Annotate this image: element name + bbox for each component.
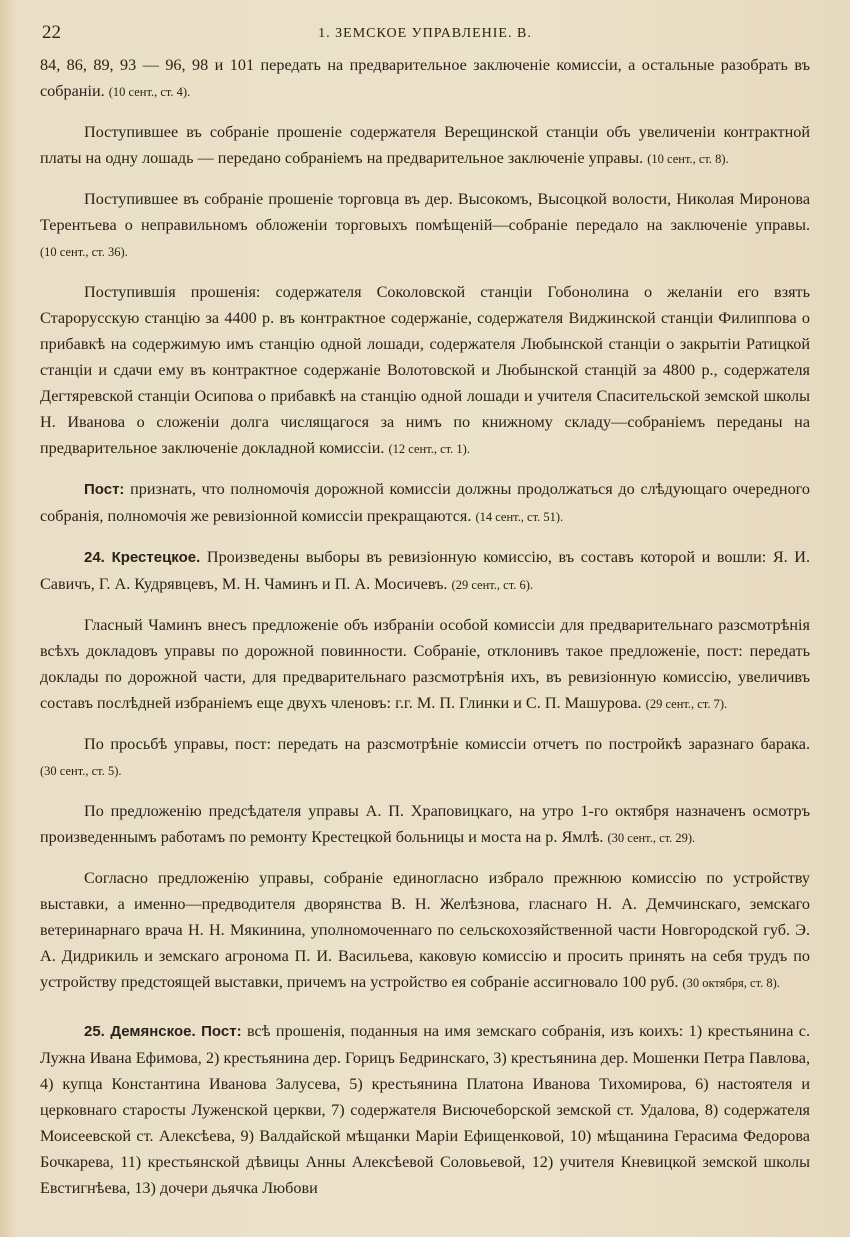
session-reference: (29 сент., ст. 7). [645,697,728,711]
paragraph [40,612,810,717]
paragraph-text: всѣ прошенiя, поданныя на имя земскаго собранiя, изъ коихъ: 1) крестьянина с. Лужна Ивана Ефимова, 2) крестьянина дер. Горицъ Бедринскаго, 3) крестьянина дер. Мошенки Петра Павлова, 4) купца Константина Иванова Залусева, 5) крестьянина Платона Иванова Тихомирова, 6) настоятеля и церковнаго старосты Луженской церкви, 7) содержателя Висючеборской земской ст. Удалова, 8) содержателя Моисеевской ст. Алексѣева, 9) Валдайской мѣщанки Марiи Ефищенковой, 10) мѣщанина Герасима Федорова Бочкарева, 11) крестьянской дѣвицы Анны Алексѣевой Соловьевой, 12) учителя Кневицкой земской школы Евстигнѣева, 13) дочери дьячка Любови [40,1022,811,1197]
paragraph [40,544,810,598]
paragraph-text: Произведены выборы въ ревизiонную комиссiю, въ составъ которой и вошли: Я. И. Савичъ, Г. А. Кудрявцевъ, М. Н. Чаминъ и П. А. Мосичевъ. [40,548,811,593]
paragraph [40,186,810,265]
session-reference: (10 сент., ст. 8). [647,152,729,166]
paragraph [40,119,810,172]
page-header [40,18,810,52]
section-heading: 24. Крестецкое. [84,549,201,566]
session-reference: (12 сент., ст. 1). [388,442,470,456]
paragraph [40,1018,810,1201]
paragraph-text: Согласно предложенiю управы, собранiе единогласно избрало прежнюю комиссiю по устройству выставки, а именно—предводителя дворянства В. Н. Желѣзнова, гласнаго Н. А. Демчинскаго, земскаго ветеринарнаго врача Н. Н. Мякинина, уполномоченнаго по сельскохозяйственной части Новгородской губ. Э. А. Дидрикиль и земскаго агронома П. И. Васильева, каковую комиссiю и просить принять на себя трудъ по устройству предстоящей выставки, причемъ на устройство ея собранiе ассигновало 100 руб. [40,869,810,991]
paragraph-text: Поступившiя прошенiя: содержателя Соколовской станцiи Гобонолина о желанiи его взять Старорусскую станцiю за 4400 р. въ контрактное содержанiе, содержателя Виджинской станцiи Филиппова о прибавкѣ на содержимую имъ станцiю одной лошади, содержателя Любынской станцiи о закрытiи Ратицкой станцiи и сдачи ему въ контрактное содержанiе Волотовской и Любынской станцiй за 4800 р., содержателя Дегтяревской станцiи Осипова о прибавкѣ на станцiю одной лошади и учителя Спасительской земской школы Н. Иванова о сложенiи долга числящагося за нимъ по книжному складу—собранiемъ переданы на предварительное заключенiе докладной комиссiи. [40,283,810,457]
paragraph [40,798,810,851]
paragraph-text: Поступившее въ собранiе прошенiе торговца въ дер. Высокомъ, Высоцкой волости, Николая Миронова Терентьева о неправильномъ обложенiи торговыхъ помѣщенiй—собранiе передало на заключенiе управы. [40,190,810,234]
body-text [40,52,810,1201]
page-number: 22 [42,22,61,43]
session-reference: (30 сент., ст. 29). [607,831,696,845]
paragraph-text: Гласный Чаминъ внесъ предложенiе объ избранiи особой комиссiи для предварительнаго разсмотрѣнiя всѣхъ докладовъ управы по дорожной повинности. Собранiе, отклонивъ такое предложенiе, пост: передать доклады по дорожной части, для предварительнаго разсмотрѣнiя ихъ, въ ревизiонную комиссiю, увеличивъ составъ послѣдней избранiемъ еще двухъ членовъ: г.г. М. П. Глинки и С. П. Машурова. [40,616,810,712]
section-heading: 25. Демянское. Пост: [84,1023,242,1040]
paragraph [40,279,810,462]
paragraph-text: По предложенiю предсѣдателя управы А. П. Храповицкаго, на утро 1-го октября назначенъ осмотръ произведеннымъ работамъ по ремонту Крестецкой больницы и моста на р. Ямлѣ. [40,802,810,846]
running-title: 1. ЗЕМСКОЕ УПРАВЛЕНIЕ. В. [318,26,532,41]
session-reference: (30 октября, ст. 8). [682,976,780,990]
session-reference: (30 сент., ст. 5). [40,764,122,778]
session-reference: (29 сент., ст. 6). [451,578,534,592]
paragraph [40,865,810,996]
paragraph-text: Поступившее въ собранiе прошенiе содержателя Верещинской станцiи объ увеличенiи контрактной платы на одну лошадь — передано собранiемъ на предварительное заключенiе управы. [40,123,810,167]
session-reference: (14 сент., ст. 51). [475,510,564,524]
paragraph-text: признать, что полномочiя дорожной комиссiи должны продолжаться до слѣдующаго очередного собранiя, полномочiя же ревизiонной комиссiи прекращаются. [40,480,810,525]
paragraph-text: 84, 86, 89, 93 — 96, 98 и 101 передать на предварительное заключенiе комиссiи, а остальные разобрать въ собранiи. [40,56,810,100]
paragraph-lead: Пост: [84,481,125,498]
paragraph [40,731,810,784]
paragraph-text: По просьбѣ управы, пост: передать на разсмотрѣнiе комиссiи отчетъ по постройкѣ заразнаго барака. [84,735,810,753]
paragraph [40,52,810,105]
paragraph [40,476,810,530]
session-reference: (10 сент., ст. 4). [108,85,191,99]
session-reference: (10 сент., ст. 36). [40,245,128,259]
